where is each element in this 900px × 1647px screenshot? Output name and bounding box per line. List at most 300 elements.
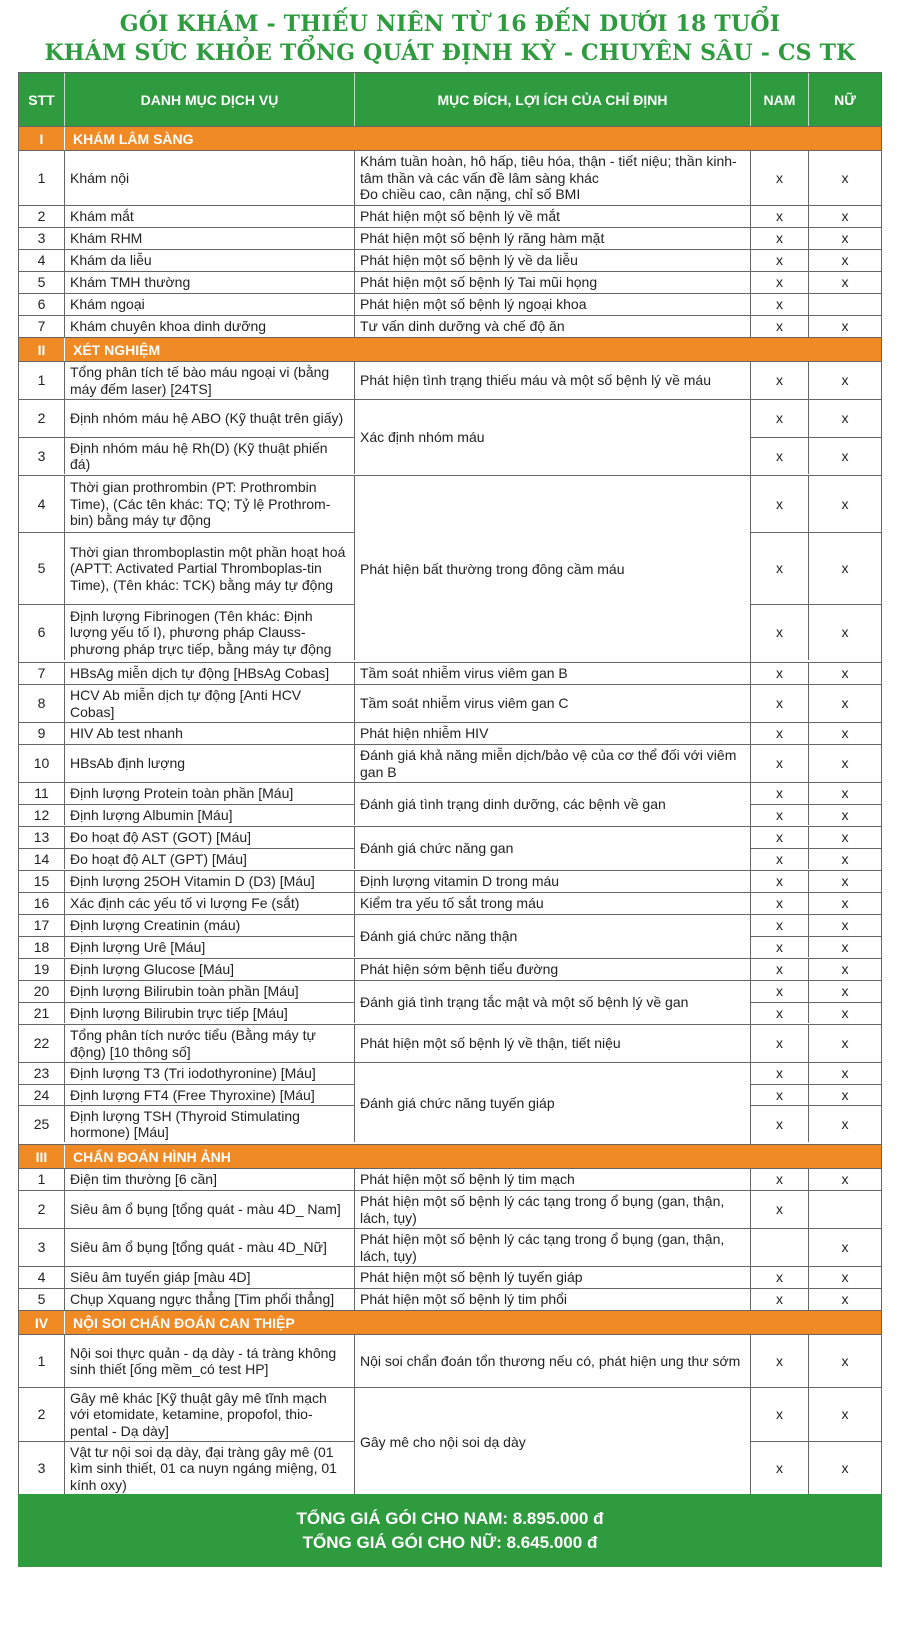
service-group: [19, 1168, 881, 1190]
service-name: Định lượng Urê [Máu]: [65, 937, 355, 957]
female-mark: x: [841, 1406, 849, 1423]
mark-row: [751, 871, 881, 892]
female-mark: x: [841, 665, 849, 682]
header-male: NAM: [751, 73, 809, 126]
female-mark: x: [841, 850, 849, 867]
male-mark: x: [751, 605, 809, 660]
row-stt: 24: [19, 1085, 65, 1105]
mark-row: [751, 827, 881, 848]
group-rows: [19, 228, 355, 249]
group-rows: [19, 400, 355, 475]
group-rows: [19, 827, 355, 870]
table-row: [19, 663, 355, 684]
group-marks: [751, 1191, 881, 1228]
group-rows: [19, 1025, 355, 1062]
purpose-cell: Phát hiện một số bệnh lý về da liễu: [355, 250, 751, 271]
male-mark: x: [751, 1191, 809, 1228]
female-mark: x: [841, 1460, 849, 1477]
service-group: [19, 1062, 881, 1144]
row-stt: 3: [19, 228, 65, 249]
purpose-cell: Phát hiện sớm bệnh tiểu đường: [355, 959, 751, 980]
mark-row: [751, 936, 881, 957]
female-mark: x: [841, 895, 849, 912]
table-row: [19, 294, 355, 315]
male-mark: x: [751, 1169, 809, 1190]
service-group: [19, 870, 881, 892]
service-group: [19, 399, 881, 475]
row-stt: 2: [19, 1191, 65, 1228]
service-group: [19, 662, 881, 684]
header-purpose: MỤC ĐÍCH, LỢI ÍCH CỦA CHỈ ĐỊNH: [355, 73, 751, 126]
purpose-cell: Nội soi chẩn đoán tổn thương nếu có, phát hiện ung thư sớm: [355, 1335, 751, 1387]
table-row: [19, 936, 355, 957]
service-name: Khám chuyên khoa dinh dưỡng: [65, 316, 355, 337]
row-stt: 22: [19, 1025, 65, 1062]
purpose-cell: Đánh giá tình trạng dinh dưỡng, các bệnh về gan: [355, 783, 751, 826]
female-total-price: TỔNG GIÁ GÓI CHO NỮ: 8.645.000 đ: [302, 1533, 598, 1552]
mark-row: [751, 1335, 881, 1387]
female-mark: x: [841, 1065, 849, 1082]
male-mark: x: [751, 1003, 809, 1023]
mark-row: [751, 250, 881, 271]
row-stt: 4: [19, 1267, 65, 1288]
row-stt: 17: [19, 915, 65, 936]
service-group: [19, 361, 881, 399]
purpose-cell: Tầm soát nhiễm virus viêm gan C: [355, 685, 751, 722]
female-mark: x: [841, 917, 849, 934]
male-mark: x: [751, 893, 809, 914]
service-group: [19, 1387, 881, 1496]
table-row: [19, 981, 355, 1002]
group-rows: [19, 1191, 355, 1228]
male-mark: x: [751, 663, 809, 684]
row-stt: 1: [19, 1169, 65, 1190]
section-header: [19, 337, 881, 361]
female-mark: x: [841, 755, 849, 772]
mark-row: [751, 294, 881, 315]
table-row: [19, 437, 355, 474]
table-row: [19, 362, 355, 399]
group-marks: [751, 959, 881, 980]
section-header: [19, 1144, 881, 1168]
service-name: Định lượng Protein toàn phần [Máu]: [65, 783, 355, 804]
group-rows: [19, 871, 355, 892]
group-marks: [751, 1267, 881, 1288]
group-marks: [751, 871, 881, 892]
group-marks: [751, 272, 881, 293]
header-stt: STT: [19, 73, 65, 126]
service-name: Định lượng Albumin [Máu]: [65, 805, 355, 825]
service-group: [19, 744, 881, 782]
male-mark: x: [751, 1289, 809, 1310]
service-name: Điện tim thường [6 cần]: [65, 1169, 355, 1190]
female-mark: x: [841, 624, 849, 641]
row-stt: 10: [19, 745, 65, 782]
mark-row: [751, 1002, 881, 1023]
service-name: Thời gian prothrombin (PT: Prothrombin Time), (Các tên khác: TQ; Tỷ lệ Prothrom-bin) bằng máy tự động: [65, 476, 355, 532]
purpose-cell: Phát hiện một số bệnh lý các tạng trong ổ bụng (gan, thận, lách, tụy): [355, 1191, 751, 1228]
group-marks: [751, 400, 881, 475]
service-group: [19, 205, 881, 227]
mark-row: [751, 604, 881, 660]
female-mark: x: [841, 1239, 849, 1256]
purpose-cell: Phát hiện một số bệnh lý tuyến giáp: [355, 1267, 751, 1288]
female-mark: x: [841, 274, 849, 291]
row-stt: 15: [19, 871, 65, 892]
mark-row: [751, 362, 881, 399]
table-row: [19, 1169, 355, 1190]
table-row: [19, 1002, 355, 1023]
mark-row: [751, 893, 881, 914]
group-rows: [19, 316, 355, 337]
group-marks: [751, 1335, 881, 1387]
mark-row: [751, 804, 881, 825]
female-mark: x: [841, 1171, 849, 1188]
section-code: III: [19, 1145, 65, 1168]
service-name: HBsAg miễn dịch tự động [HBsAg Cobas]: [65, 663, 355, 684]
table-row: [19, 1289, 355, 1310]
group-rows: [19, 745, 355, 782]
service-name: Thời gian thromboplastin một phần hoạt hoá (APTT: Activated Partial Thromboplas-tin Time), (Tên khác: TCK) bằng máy tự động: [65, 533, 355, 604]
service-group: [19, 227, 881, 249]
female-mark: x: [841, 447, 849, 464]
title-line-1: GÓI KHÁM - THIẾU NIÊN TỪ 16 ĐẾN DƯỚI 18 TUỔI: [119, 11, 781, 37]
service-name: Định lượng FT4 (Free Thyroxine) [Máu]: [65, 1085, 355, 1105]
group-rows: [19, 362, 355, 399]
group-marks: [751, 1289, 881, 1310]
row-stt: 4: [19, 476, 65, 532]
male-mark: x: [751, 206, 809, 227]
section-code: I: [19, 127, 65, 150]
purpose-cell: Kiểm tra yếu tố sắt trong máu: [355, 893, 751, 914]
section-code: II: [19, 338, 65, 361]
purpose-cell: Tư vấn dinh dưỡng và chế độ ăn: [355, 316, 751, 337]
male-mark: x: [751, 476, 809, 532]
table-row: [19, 1063, 355, 1084]
group-marks: [751, 206, 881, 227]
male-mark: x: [751, 1085, 809, 1105]
male-mark: x: [751, 400, 809, 437]
mark-row: [751, 1169, 881, 1190]
service-name: Khám RHM: [65, 228, 355, 249]
male-mark: x: [751, 871, 809, 892]
female-mark: x: [841, 169, 849, 186]
service-name: Tổng phân tích tế bào máu ngoại vi (bằng máy đếm laser) [24TS]: [65, 362, 355, 399]
service-name: Siêu âm tuyến giáp [màu 4D]: [65, 1267, 355, 1288]
purpose-cell: Khám tuần hoàn, hô hấp, tiêu hóa, thận - tiết niệu; thần kinh-tâm thần và các vấn đề lâm sàng khác Đo chiều cao, cân nặng, chỉ số BMI: [355, 151, 751, 205]
service-name: Định lượng TSH (Thyroid Stimulating hormone) [Máu]: [65, 1106, 355, 1142]
service-group: [19, 1266, 881, 1288]
purpose-cell: Xác định nhóm máu: [355, 400, 751, 475]
mark-row: [751, 848, 881, 869]
group-marks: [751, 250, 881, 271]
mark-row: [751, 1267, 881, 1288]
section-title: CHẨN ĐOÁN HÌNH ẢNH: [73, 1148, 231, 1165]
table-row: [19, 871, 355, 892]
row-stt: 3: [19, 438, 65, 474]
female-mark: x: [841, 938, 849, 955]
row-stt: 2: [19, 1388, 65, 1441]
service-name: HCV Ab miễn dịch tự động [Anti HCV Cobas]: [65, 685, 355, 722]
service-name: Định lượng Fibrinogen (Tên khác: Định lượng yếu tố I), phương pháp Clauss-phương pháp trực tiếp, bằng máy tự động: [65, 605, 355, 660]
row-stt: 16: [19, 893, 65, 914]
row-stt: 11: [19, 783, 65, 804]
row-stt: 9: [19, 723, 65, 744]
row-stt: 5: [19, 533, 65, 604]
mark-row: [751, 1105, 881, 1142]
table-row: [19, 915, 355, 936]
title-line-2: KHÁM SỨC KHỎE TỔNG QUÁT ĐỊNH KỲ - CHUYÊN SÂU - CS TK: [44, 40, 856, 66]
service-group: [19, 1190, 881, 1228]
row-stt: 3: [19, 1442, 65, 1495]
female-mark: x: [841, 495, 849, 512]
purpose-cell: Gây mê cho nội soi dạ dày: [355, 1388, 751, 1496]
row-stt: 12: [19, 805, 65, 825]
group-rows: [19, 1063, 355, 1144]
group-marks: [751, 827, 881, 870]
group-marks: [751, 228, 881, 249]
header-female: NỮ: [834, 91, 856, 108]
female-mark: x: [841, 785, 849, 802]
service-name: Định lượng Bilirubin toàn phần [Máu]: [65, 981, 355, 1002]
male-mark: x: [751, 827, 809, 848]
purpose-cell: Đánh giá chức năng thận: [355, 915, 751, 958]
group-marks: [751, 723, 881, 744]
group-marks: [751, 1229, 881, 1266]
section-title: NỘI SOI CHẨN ĐOÁN CAN THIỆP: [73, 1314, 295, 1331]
row-stt: 19: [19, 959, 65, 980]
mark-row: [751, 228, 881, 249]
row-stt: 25: [19, 1106, 65, 1142]
mark-row: [751, 915, 881, 936]
service-group: [19, 892, 881, 914]
service-group: [19, 684, 881, 722]
service-name: Định lượng Bilirubin trực tiếp [Máu]: [65, 1003, 355, 1023]
female-mark: x: [841, 1115, 849, 1132]
purpose-cell: Phát hiện một số bệnh lý tim phổi: [355, 1289, 751, 1310]
purpose-cell: Phát hiện một số bệnh lý ngoại khoa: [355, 294, 751, 315]
female-mark: x: [841, 372, 849, 389]
male-mark: x: [751, 1106, 809, 1142]
table-row: [19, 316, 355, 337]
male-mark: x: [751, 805, 809, 825]
table-row: [19, 1441, 355, 1495]
mark-row: [751, 206, 881, 227]
female-mark: x: [841, 1291, 849, 1308]
service-group: [19, 150, 881, 205]
table-row: [19, 1388, 355, 1441]
header-service-name: DANH MỤC DỊCH VỤ: [65, 73, 355, 126]
service-name: Khám da liễu: [65, 250, 355, 271]
table-row: [19, 893, 355, 914]
female-mark: x: [841, 560, 849, 577]
service-group: [19, 1024, 881, 1062]
table-row: [19, 783, 355, 804]
row-stt: 13: [19, 827, 65, 848]
section-header: [19, 126, 881, 150]
group-rows: [19, 272, 355, 293]
female-mark: x: [841, 829, 849, 846]
service-group: [19, 293, 881, 315]
male-mark: x: [751, 745, 809, 782]
group-rows: [19, 685, 355, 722]
group-marks: [751, 893, 881, 914]
row-stt: 2: [19, 400, 65, 437]
table-row: [19, 1335, 355, 1387]
male-mark: x: [751, 959, 809, 980]
female-mark: [809, 294, 881, 315]
service-group: [19, 980, 881, 1024]
table-row: [19, 1229, 355, 1266]
female-mark: [809, 1191, 881, 1228]
male-mark: x: [751, 1335, 809, 1387]
male-mark: x: [751, 1388, 809, 1441]
service-name: Định lượng T3 (Tri iodothyronine) [Máu]: [65, 1063, 355, 1084]
mark-row: [751, 783, 881, 804]
service-name: Định lượng Creatinin (máu): [65, 915, 355, 936]
row-stt: 7: [19, 316, 65, 337]
female-mark: x: [841, 725, 849, 742]
male-mark: x: [751, 723, 809, 744]
service-group: [19, 1228, 881, 1266]
group-rows: [19, 663, 355, 684]
purpose-cell: Phát hiện một số bệnh lý các tạng trong ổ bụng (gan, thận, lách, tụy): [355, 1229, 751, 1266]
service-group: [19, 271, 881, 293]
female-mark: x: [841, 873, 849, 890]
male-mark: x: [751, 685, 809, 722]
male-total-price: TỔNG GIÁ GÓI CHO NAM: 8.895.000 đ: [296, 1509, 604, 1528]
group-rows: [19, 1267, 355, 1288]
male-mark: x: [751, 272, 809, 293]
group-marks: [751, 1063, 881, 1144]
service-group: [19, 1334, 881, 1387]
table-row: [19, 1025, 355, 1062]
female-mark: x: [841, 1035, 849, 1052]
male-mark: [751, 1229, 809, 1266]
row-stt: 1: [19, 1335, 65, 1387]
service-group: [19, 958, 881, 980]
service-name: Xác định các yếu tố vi lượng Fe (sắt): [65, 893, 355, 914]
group-rows: [19, 783, 355, 826]
service-name: Gây mê khác [Kỹ thuật gây mê tĩnh mạch với etomidate, ketamine, propofol, thio-pental - Dạ dày]: [65, 1388, 355, 1441]
row-stt: 6: [19, 605, 65, 660]
female-mark: x: [841, 961, 849, 978]
row-stt: 2: [19, 206, 65, 227]
female-mark: x: [841, 983, 849, 1000]
mark-row: [751, 685, 881, 722]
mark-row: [751, 476, 881, 532]
male-mark: x: [751, 1025, 809, 1062]
male-mark: x: [751, 981, 809, 1002]
group-rows: [19, 915, 355, 958]
row-stt: 1: [19, 151, 65, 205]
group-marks: [751, 1169, 881, 1190]
female-mark: x: [841, 230, 849, 247]
service-name: Khám ngoại: [65, 294, 355, 315]
male-mark: x: [751, 533, 809, 604]
service-name: Tổng phân tích nước tiểu (Bằng máy tự động) [10 thông số]: [65, 1025, 355, 1062]
mark-row: [751, 723, 881, 744]
purpose-cell: Phát hiện một số bệnh lý về mắt: [355, 206, 751, 227]
row-stt: 7: [19, 663, 65, 684]
male-mark: x: [751, 849, 809, 869]
service-name: Vật tư nội soi dạ dày, đại tràng gây mê (01 kìm sinh thiết, 01 ca nuyn ngáng miệng, 01 kính oxy): [65, 1442, 355, 1495]
female-mark: x: [841, 252, 849, 269]
female-mark: x: [841, 208, 849, 225]
mark-row: [751, 1441, 881, 1495]
purpose-cell: Phát hiện một số bệnh lý tim mạch: [355, 1169, 751, 1190]
group-rows: [19, 294, 355, 315]
service-name: Đo hoạt độ AST (GOT) [Máu]: [65, 827, 355, 848]
table-row: [19, 959, 355, 980]
table-row: [19, 1191, 355, 1228]
service-name: Đo hoạt độ ALT (GPT) [Máu]: [65, 849, 355, 869]
purpose-cell: Đánh giá chức năng tuyến giáp: [355, 1063, 751, 1144]
table-row: [19, 228, 355, 249]
purpose-cell: Tầm soát nhiễm virus viêm gan B: [355, 663, 751, 684]
group-rows: [19, 1229, 355, 1266]
male-mark: x: [751, 1063, 809, 1084]
purpose-cell: Phát hiện một số bệnh lý răng hàm mặt: [355, 228, 751, 249]
table-row: [19, 151, 355, 205]
male-mark: x: [751, 294, 809, 315]
service-group: [19, 475, 881, 662]
service-name: Khám mắt: [65, 206, 355, 227]
female-mark: x: [841, 410, 849, 427]
group-marks: [751, 1025, 881, 1062]
male-mark: x: [751, 1442, 809, 1495]
group-rows: [19, 981, 355, 1024]
table-row: [19, 827, 355, 848]
service-name: Siêu âm ổ bụng [tổng quát - màu 4D_Nữ]: [65, 1229, 355, 1266]
row-stt: 20: [19, 981, 65, 1002]
table-row: [19, 685, 355, 722]
group-rows: [19, 893, 355, 914]
purpose-cell: Đánh giá tình trạng tắc mật và một số bệnh lý về gan: [355, 981, 751, 1024]
male-mark: x: [751, 783, 809, 804]
group-marks: [751, 981, 881, 1024]
purpose-cell: Phát hiện bất thường trong đông cầm máu: [355, 476, 751, 662]
section-title: XÉT NGHIỆM: [73, 341, 161, 358]
purpose-cell: Phát hiện tình trạng thiếu máu và một số bệnh lý về máu: [355, 362, 751, 399]
table-row: [19, 1084, 355, 1105]
service-name: Khám TMH thường: [65, 272, 355, 293]
table-row: [19, 745, 355, 782]
group-marks: [751, 685, 881, 722]
table-row: [19, 532, 355, 604]
female-mark: x: [841, 806, 849, 823]
service-name: Định lượng 25OH Vitamin D (D3) [Máu]: [65, 871, 355, 892]
mark-row: [751, 1191, 881, 1228]
mark-row: [751, 1289, 881, 1310]
service-name: Chụp Xquang ngực thẳng [Tim phổi thẳng]: [65, 1289, 355, 1310]
mark-row: [751, 745, 881, 782]
group-marks: [751, 915, 881, 958]
mark-row: [751, 981, 881, 1002]
table-row: [19, 272, 355, 293]
service-name: Định nhóm máu hệ ABO (Kỹ thuật trên giấy): [65, 400, 355, 437]
row-stt: 18: [19, 937, 65, 957]
group-rows: [19, 151, 355, 205]
section-title: KHÁM LÂM SÀNG: [73, 130, 194, 147]
service-group: [19, 914, 881, 958]
mark-row: [751, 1063, 881, 1084]
group-marks: [751, 294, 881, 315]
service-name: HBsAb định lượng: [65, 745, 355, 782]
row-stt: 23: [19, 1063, 65, 1084]
table-row: [19, 604, 355, 660]
female-mark: x: [841, 1352, 849, 1369]
